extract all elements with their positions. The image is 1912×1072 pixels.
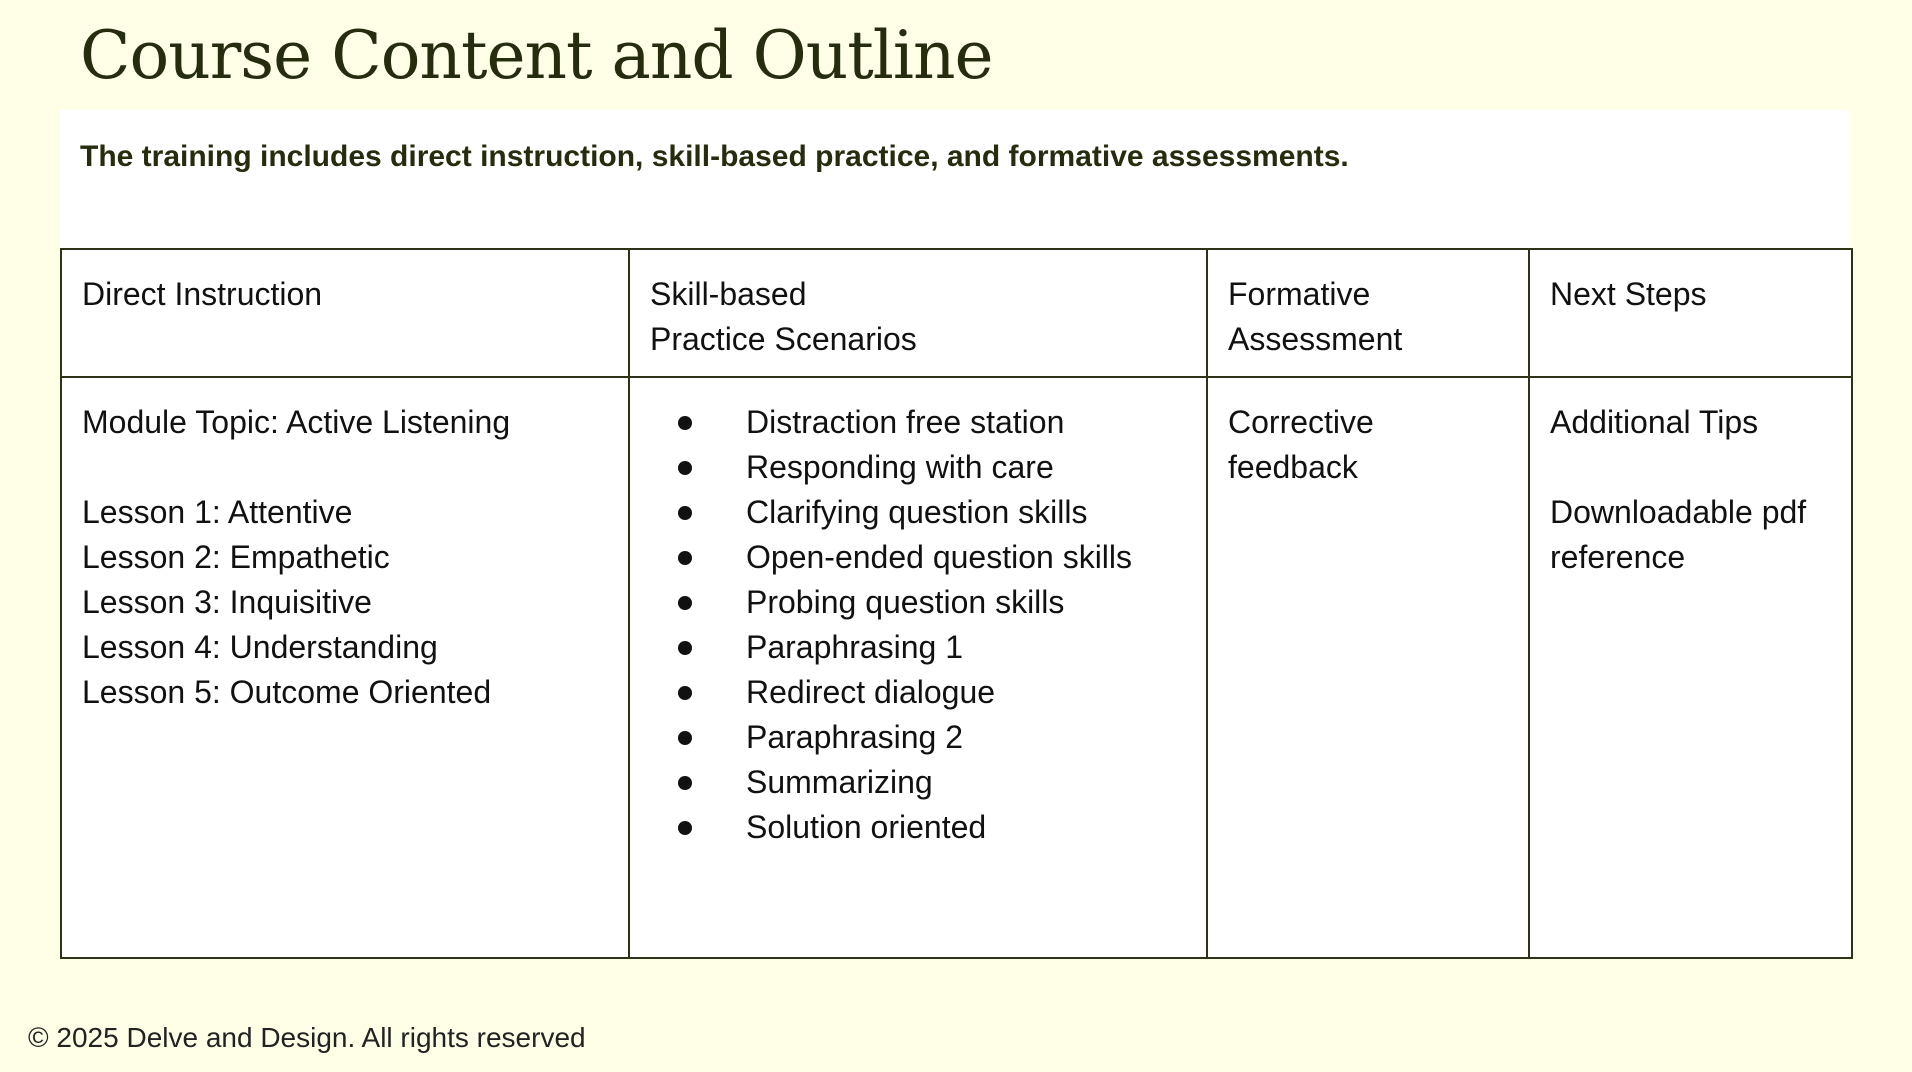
scenario-label: Solution oriented — [746, 809, 987, 845]
list-item — [650, 625, 1186, 670]
list-item — [650, 670, 1186, 715]
table-body-row — [61, 377, 1852, 958]
header-line: Next Steps — [1550, 276, 1707, 312]
scenario-label: Paraphrasing 1 — [746, 629, 964, 665]
bullet-icon — [678, 686, 692, 700]
page-title: Course Content and Outline — [80, 17, 993, 94]
practice-scenario-list — [650, 400, 1186, 850]
lesson-item: Lesson 2: Empathetic — [82, 539, 390, 575]
table-header-row — [61, 249, 1852, 377]
spacer — [82, 445, 608, 490]
list-item — [650, 715, 1186, 760]
scenario-label: Summarizing — [746, 764, 933, 800]
scenario-label: Open-ended question skills — [746, 539, 1133, 575]
bullet-icon — [678, 821, 692, 835]
header-practice-scenarios — [629, 249, 1207, 377]
lesson-item: Lesson 5: Outcome Oriented — [82, 674, 492, 710]
bullet-icon — [678, 776, 692, 790]
header-line: Skill-based — [650, 276, 807, 312]
spacer — [1550, 445, 1831, 490]
header-direct-instruction — [61, 249, 629, 377]
list-item — [650, 580, 1186, 625]
scenario-label: Clarifying question skills — [746, 494, 1088, 530]
header-line: Formative — [1228, 276, 1371, 312]
cell-direct-instruction — [61, 377, 629, 958]
bullet-icon — [678, 461, 692, 475]
next-steps-tips: Additional Tips — [1550, 404, 1759, 440]
intro-box — [60, 110, 1850, 248]
next-steps-reference: reference — [1550, 539, 1686, 575]
cell-practice-scenarios — [629, 377, 1207, 958]
scenario-label: Paraphrasing 2 — [746, 719, 964, 755]
list-item — [650, 535, 1186, 580]
module-topic: Module Topic: Active Listening — [82, 404, 511, 440]
bullet-icon — [678, 416, 692, 430]
cell-formative-assessment — [1207, 377, 1529, 958]
scenario-label: Distraction free station — [746, 404, 1065, 440]
list-item — [650, 445, 1186, 490]
assessment-line: feedback — [1228, 449, 1358, 485]
lesson-item: Lesson 3: Inquisitive — [82, 584, 372, 620]
header-formative-assessment — [1207, 249, 1529, 377]
scenario-label: Responding with care — [746, 449, 1054, 485]
list-item — [650, 805, 1186, 850]
next-steps-reference: Downloadable pdf — [1550, 494, 1807, 530]
bullet-icon — [678, 641, 692, 655]
lesson-item: Lesson 4: Understanding — [82, 629, 438, 665]
lesson-item: Lesson 1: Attentive — [82, 494, 353, 530]
header-line: Direct Instruction — [82, 276, 323, 312]
bullet-icon — [678, 506, 692, 520]
list-item — [650, 760, 1186, 805]
scenario-label: Redirect dialogue — [746, 674, 996, 710]
bullet-icon — [678, 731, 692, 745]
scenario-label: Probing question skills — [746, 584, 1065, 620]
list-item — [650, 490, 1186, 535]
list-item — [650, 400, 1186, 445]
assessment-line: Corrective — [1228, 404, 1374, 440]
course-outline-table — [60, 248, 1853, 959]
cell-next-steps — [1529, 377, 1852, 958]
header-next-steps — [1529, 249, 1852, 377]
copyright-footer: © 2025 Delve and Design. All rights reserved — [28, 1022, 586, 1053]
bullet-icon — [678, 551, 692, 565]
intro-text: The training includes direct instruction, skill-based practice, and formative assessments. — [80, 140, 1349, 173]
bullet-icon — [678, 596, 692, 610]
header-line: Practice Scenarios — [650, 321, 917, 357]
header-line: Assessment — [1228, 321, 1403, 357]
